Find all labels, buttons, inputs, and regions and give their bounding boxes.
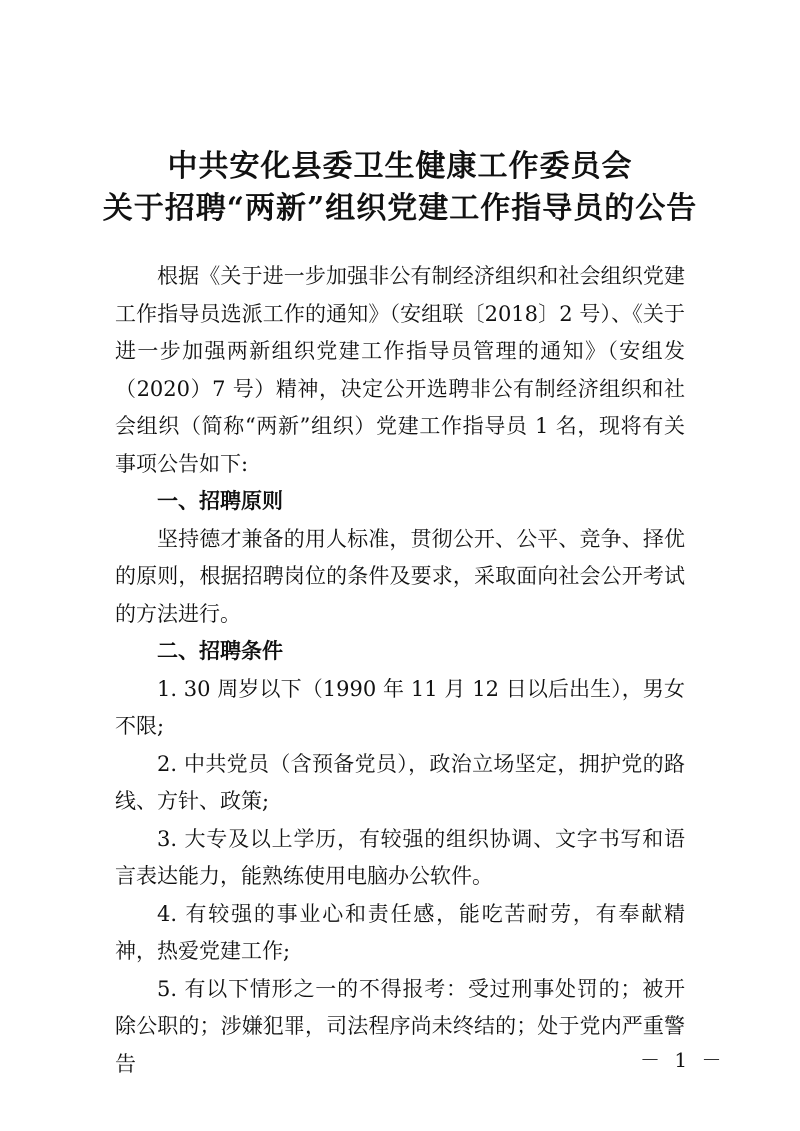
document-title-line-2: 关于招聘“两新”组织党建工作指导员的公告 bbox=[102, 191, 698, 226]
intro-paragraph: 根据《关于进一步加强非公有制经济组织和社会组织党建工作指导员选派工作的通知》（安组联〔2018〕2 号）、《关于进一步加强两新组织党建工作指导员管理的通知》（安组发（2020）7 号）精神，决定公开选聘非公有制经济组织和社会组织（简称“两新”组织）党建工作指导员 1 名，现将有关事项公告如下: bbox=[115, 264, 685, 476]
section-2-heading: 二、招聘条件 bbox=[157, 639, 283, 663]
page-number: － 1 － bbox=[640, 1048, 726, 1072]
section-1-heading: 一、招聘原则 bbox=[157, 489, 283, 513]
condition-item-1: 1. 30 周岁以下（1990 年 11 月 12 日以后出生），男女不限; bbox=[115, 676, 685, 738]
section-1-paragraph: 坚持德才兼备的用人标准，贯彻公开、公平、竞争、择优的原则，根据招聘岗位的条件及要求，采取面向社会公开考试的方法进行。 bbox=[115, 526, 685, 626]
condition-item-5: 5. 有以下情形之一的不得报考：受过刑事处罚的；被开除公职的；涉嫌犯罪，司法程序尚未终结的；处于党内严重警告 bbox=[115, 976, 685, 1076]
condition-item-3: 3. 大专及以上学历，有较强的组织协调、文字书写和语言表达能力，能熟练使用电脑办公软件。 bbox=[115, 826, 685, 888]
condition-item-4: 4. 有较强的事业心和责任感，能吃苦耐劳，有奉献精神，热爱党建工作; bbox=[115, 901, 685, 963]
document-body bbox=[115, 258, 685, 1083]
document-title-line-1: 中共安化县委卫生健康工作委员会 bbox=[167, 149, 633, 184]
condition-item-2: 2. 中共党员（含预备党员），政治立场坚定，拥护党的路线、方针、政策; bbox=[115, 751, 685, 813]
